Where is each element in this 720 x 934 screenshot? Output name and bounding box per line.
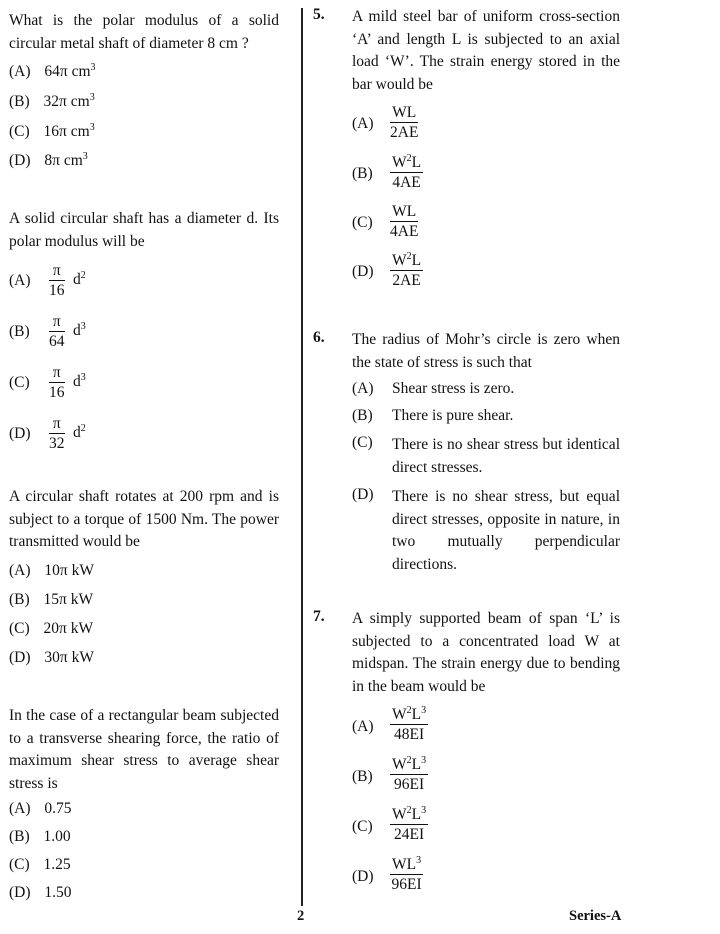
q3-option-b[interactable]: (B) 15π kW xyxy=(9,591,94,608)
q2-a-fraction: $\frac{\pi}{16}$ xyxy=(49,262,65,299)
q1-option-a[interactable]: (A) 64π $cm^3$ xyxy=(9,62,96,80)
q2-option-a[interactable]: (A) $\frac{\pi}{16}$ $d^2$ xyxy=(9,262,86,299)
q4-option-c[interactable]: (C) 1.25 xyxy=(9,856,71,873)
question-1-stem: What is the polar modulus of a solid circular metal shaft of diameter 8 cm ? xyxy=(9,12,279,52)
q4-option-d[interactable]: (D) 1.50 xyxy=(9,884,72,901)
series-label: Series-A xyxy=(569,908,622,924)
question-1 xyxy=(9,10,279,55)
question-5-number: 5. xyxy=(313,6,325,23)
question-6-stem: The radius of Mohr’s circle is zero when the state of stress is such that xyxy=(352,331,620,371)
question-3 xyxy=(9,486,279,554)
q5-option-b[interactable]: (B) $\frac{W^2L}{4AE}$ xyxy=(352,153,422,191)
question-6-number: 6. xyxy=(313,329,325,346)
q7-option-d[interactable]: (D) $\frac{WL^3}{96EI}$ xyxy=(352,855,422,893)
q7-b-fraction: $\frac{W^2L^3}{96EI}$ xyxy=(392,755,427,793)
q7-option-b[interactable]: (B) $\frac{W^2L^3}{96EI}$ xyxy=(352,755,427,793)
question-4 xyxy=(9,705,279,795)
q7-option-a[interactable]: (A) $\frac{W^2L^3}{48EI}$ xyxy=(352,705,427,743)
question-2-stem: A solid circular shaft has a diameter d. Its polar modulus will be xyxy=(9,210,279,250)
q2-option-b[interactable]: (B) $\frac{\pi}{64}$ $d^3$ xyxy=(9,313,86,350)
q2-d-fraction: $\frac{\pi}{32}$ xyxy=(49,415,65,452)
q6-option-b[interactable]: (B) There is pure shear. xyxy=(352,407,514,424)
q1-option-c[interactable]: (C) 16π $cm^3$ xyxy=(9,122,95,140)
q5-option-c[interactable]: (C) $\frac{WL}{4AE}$ xyxy=(352,203,419,240)
q5-a-fraction: $\frac{WL}{2AE}$ xyxy=(390,104,419,141)
q6-option-d[interactable]: (D) There is no shear stress, but equal direct stresses, opposite in nature, in two mutually perpendicular directions. xyxy=(352,486,620,573)
q2-c-fraction: $\frac{\pi}{16}$ xyxy=(49,364,65,401)
q6-option-c[interactable]: (C) There is no shear stress but identical direct stresses. xyxy=(352,434,620,476)
q3-option-a[interactable]: (A) 10π kW xyxy=(9,562,94,579)
q7-a-fraction: $\frac{W^2L^3}{48EI}$ xyxy=(392,705,427,743)
q2-b-fraction: $\frac{\pi}{64}$ xyxy=(49,313,65,350)
q4-option-b[interactable]: (B) 1.00 xyxy=(9,828,71,845)
column-divider xyxy=(301,8,303,906)
question-3-stem: A circular shaft rotates at 200 rpm and is subject to a torque of 1500 Nm. The power transmitted would be xyxy=(9,488,279,550)
q5-option-d[interactable]: (D) $\frac{W^2L}{2AE}$ xyxy=(352,251,422,289)
q5-d-fraction: $\frac{W^2L}{2AE}$ xyxy=(392,251,422,289)
q7-c-fraction: $\frac{W^2L^3}{24EI}$ xyxy=(392,805,427,843)
q1-option-d[interactable]: (D) 8π $cm^3$ xyxy=(9,151,88,169)
q4-option-a[interactable]: (A) 0.75 xyxy=(9,800,72,817)
q3-option-c[interactable]: (C) 20π kW xyxy=(9,620,94,637)
question-5-stem: A mild steel bar of uniform cross-section ‘A’ and length L is subjected to an axial load ‘W’. The strain energy stored in the bar would be xyxy=(352,8,620,93)
question-7-number: 7. xyxy=(313,608,325,625)
q7-d-fraction: $\frac{WL^3}{96EI}$ xyxy=(391,855,422,893)
question-7-stem: A simply supported beam of span ‘L’ is subjected to a concentrated load W at midspan. The strain energy due to bending in the beam would be xyxy=(352,610,620,695)
question-6 xyxy=(352,329,620,374)
q3-option-d[interactable]: (D) 30π kW xyxy=(9,649,94,666)
question-4-stem: In the case of a rectangular beam subjected to a transverse shearing force, the ratio of maximum shear stress to average shear stress is xyxy=(9,707,279,792)
q6-option-a[interactable]: (A) Shear stress is zero. xyxy=(352,380,515,397)
question-2 xyxy=(9,208,279,253)
q1-option-b[interactable]: (B) 32π $cm^3$ xyxy=(9,92,95,110)
question-7 xyxy=(352,608,620,698)
q2-option-d[interactable]: (D) $\frac{\pi}{32}$ $d^2$ xyxy=(9,415,86,452)
question-5 xyxy=(352,6,620,96)
q5-c-fraction: $\frac{WL}{4AE}$ xyxy=(390,203,419,240)
q5-option-a[interactable]: (A) $\frac{WL}{2AE}$ xyxy=(352,104,419,141)
q5-b-fraction: $\frac{W^2L}{4AE}$ xyxy=(392,153,422,191)
q2-option-c[interactable]: (C) $\frac{\pi}{16}$ $d^3$ xyxy=(9,364,86,401)
page-number: 2 xyxy=(297,908,305,924)
q7-option-c[interactable]: (C) $\frac{W^2L^3}{24EI}$ xyxy=(352,805,427,843)
